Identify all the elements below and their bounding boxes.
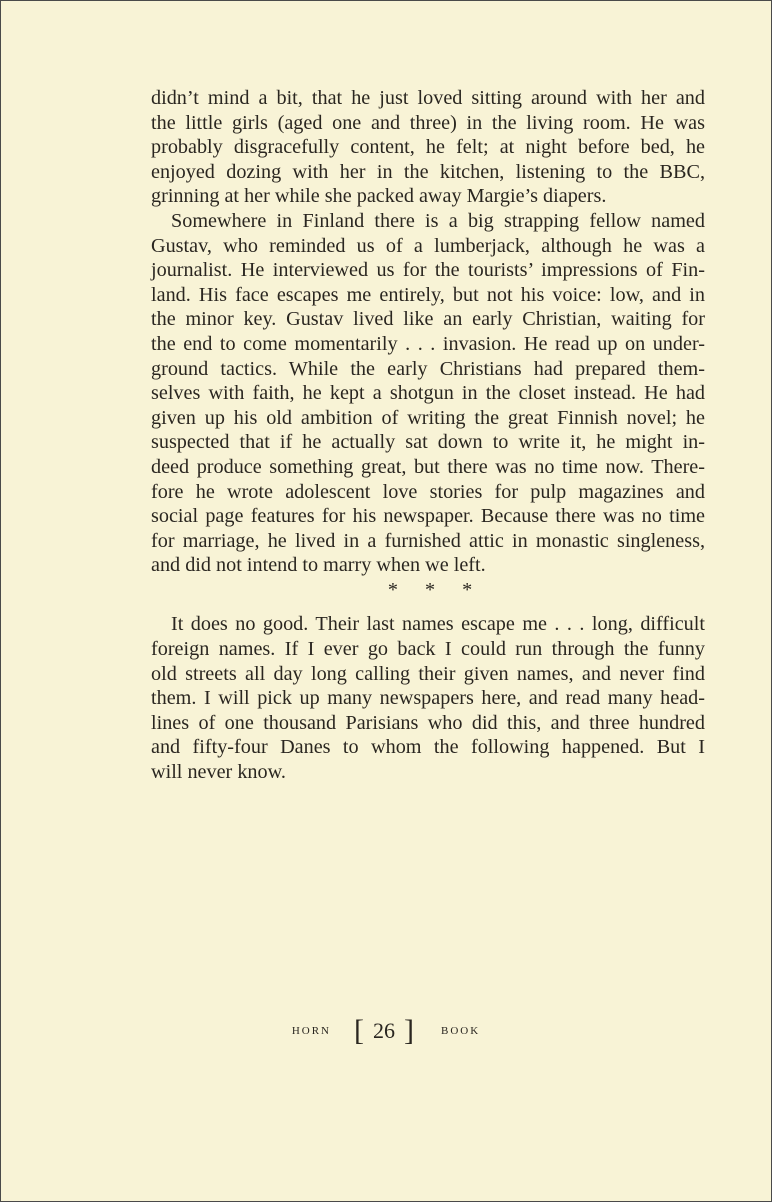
text-line: old streets all day long calling their given names, and never find: [151, 662, 705, 685]
text-line: It does no good. Their last names escape me . . . long, difficult: [171, 613, 705, 636]
text-line: will never know.: [151, 761, 286, 784]
footer-open-bracket: [: [354, 1014, 364, 1047]
paragraph-gustav: [151, 209, 705, 578]
text-line: for marriage, he lived in a furnished attic in monastic singleness,: [151, 529, 705, 552]
text-line: and did not intend to marry when we left.: [151, 554, 486, 577]
paragraph-family: [151, 86, 705, 209]
text-line: suspected that if he actually sat down to write it, he might in-: [151, 431, 705, 454]
page-footer: [0, 1014, 772, 1048]
footer-left-label: HORN: [291, 1025, 331, 1037]
text-line: Somewhere in Finland there is a big strapping fellow named: [171, 209, 705, 232]
text-line: lines of one thousand Parisians who did this, and three hundred: [151, 711, 705, 734]
paragraph-closing: [151, 612, 705, 784]
text-line: grinning at her while she packed away Margie’s diapers.: [151, 185, 607, 208]
text-line: didn’t mind a bit, that he just loved sitting around with her and: [151, 87, 705, 109]
text-line: given up his old ambition of writing the great Finnish novel; he: [151, 406, 705, 429]
text-line: journalist. He interviewed us for the tourists’ impressions of Fin-: [151, 259, 705, 282]
footer-close-bracket: ]: [404, 1014, 414, 1047]
text-line: probably disgracefully content, he felt; at night before bed, he: [151, 136, 705, 159]
text-line: the minor key. Gustav lived like an early Christian, waiting for: [151, 308, 705, 331]
text-line: the end to come momentarily . . . invasion. He read up on under-: [151, 332, 705, 355]
paragraph-spacer: [151, 602, 705, 612]
page-number: 26: [373, 1018, 395, 1043]
text-line: deed produce something great, but there was no time now. There-: [151, 455, 705, 478]
text-line: selves with faith, he kept a shotgun in the closet instead. He had: [151, 382, 705, 405]
body-text: [151, 86, 705, 785]
text-line: the little girls (aged one and three) in the living room. He was: [151, 111, 705, 134]
text-line: Gustav, who reminded us of a lumberjack, although he was a: [151, 234, 705, 257]
footer-right-label: BOOK: [441, 1025, 481, 1037]
text-line: fore he wrote adolescent love stories for pulp magazines and: [151, 480, 705, 503]
text-line: ground tactics. While the early Christians had prepared them-: [151, 357, 705, 380]
text-line: social page features for his newspaper. Because there was no time: [151, 505, 705, 528]
text-line: and fifty-four Danes to whom the following happened. But I: [151, 736, 705, 759]
text-line: foreign names. If I ever go back I could run through the funny: [151, 638, 705, 661]
text-line: land. His face escapes me entirely, but not his voice: low, and in: [151, 283, 705, 306]
text-line: enjoyed dozing with her in the kitchen, listening to the BBC,: [151, 160, 705, 183]
section-break-asterisks: * * *: [387, 578, 473, 601]
text-line: them. I will pick up many newspapers here, and read many head-: [151, 687, 705, 710]
